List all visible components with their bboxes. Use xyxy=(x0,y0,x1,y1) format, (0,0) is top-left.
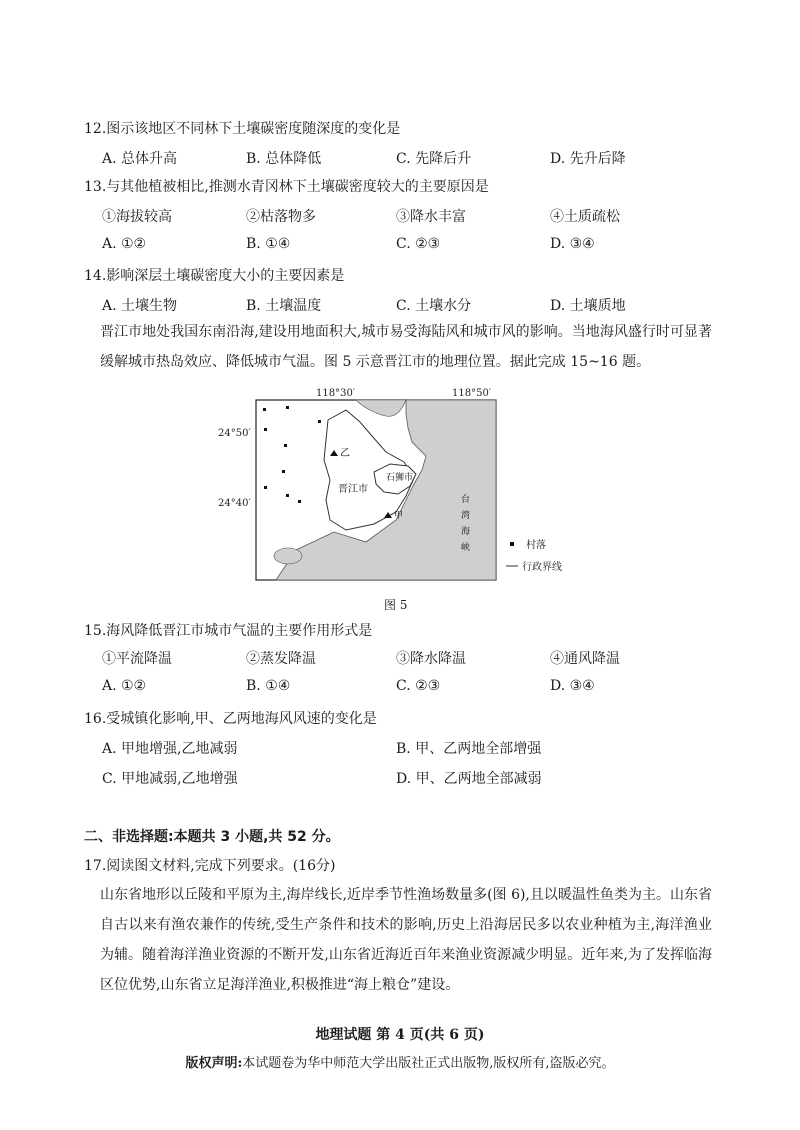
strait-char-1: 台 xyxy=(461,495,471,505)
place-jia-label: 甲 xyxy=(394,511,404,521)
q13-option-c: C. ②③ xyxy=(396,236,441,252)
q15-option-d: D. ③④ xyxy=(550,678,595,694)
question-14-stem: 14.影响深层土壤碳密度大小的主要因素是 xyxy=(84,268,345,284)
strait-char-4: 峡 xyxy=(461,543,471,553)
lon-label-1: 118°30′ xyxy=(316,388,356,399)
q15-option-b: B. ①④ xyxy=(246,678,291,694)
q15-item-2: ②蒸发降温 xyxy=(246,651,316,667)
section-2-heading: 二、非选择题:本题共 3 小题,共 52 分。 xyxy=(84,829,340,845)
q13-item-4: ④土质疏松 xyxy=(550,209,620,225)
q14-option-b: B. 土壤温度 xyxy=(246,298,322,314)
q15-option-a: A. ①② xyxy=(102,678,147,694)
q12-option-d: D. 先升后降 xyxy=(550,151,626,167)
q12-option-a: A. 总体升高 xyxy=(102,151,178,167)
copyright-label: 版权声明: xyxy=(185,1056,243,1071)
q13-option-d: D. ③④ xyxy=(550,236,595,252)
q15-item-4: ④通风降温 xyxy=(550,651,620,667)
question-13-stem: 13.与其他植被相比,推测水青冈林下土壤碳密度较大的主要原因是 xyxy=(84,179,489,195)
map-figure-5 xyxy=(216,386,582,596)
intro-paragraph: 晋江市地处我国东南沿海,建设用地面积大,城市易受海陆风和城市风的影响。当地海风盛行时可显著缓解城市热岛效应、降低城市气温。图 5 示意晋江市的地理位置。据此完成 15~16 题。 xyxy=(100,324,712,370)
lat-label-1: 24°50′ xyxy=(218,428,251,439)
q16-option-c: C. 甲地减弱,乙地增强 xyxy=(102,771,238,787)
strait-char-2: 湾 xyxy=(461,511,471,521)
place-yi-label: 乙 xyxy=(340,448,350,459)
q16-option-a: A. 甲地增强,乙地减弱 xyxy=(102,741,238,757)
question-15-stem: 15.海风降低晋江市城市气温的主要作用形式是 xyxy=(84,623,373,639)
legend-village-symbol xyxy=(510,542,514,546)
shishi-label: 石狮市 xyxy=(386,473,414,483)
q13-item-3: ③降水丰富 xyxy=(396,209,466,225)
q13-option-b: B. ①④ xyxy=(246,236,291,252)
q14-option-d: D. 土壤质地 xyxy=(550,298,626,314)
figure-caption: 图 5 xyxy=(384,598,408,612)
q13-option-a: A. ①② xyxy=(102,236,147,252)
q16-option-b: B. 甲、乙两地全部增强 xyxy=(396,741,542,757)
strait-char-3: 海 xyxy=(461,527,471,537)
legend-village-label: 村落 xyxy=(526,540,546,551)
lat-label-2: 24°40′ xyxy=(218,498,251,509)
question-16-stem: 16.受城镇化影响,甲、乙两地海风风速的变化是 xyxy=(84,711,377,727)
island xyxy=(274,548,302,564)
q13-item-2: ②枯落物多 xyxy=(246,209,316,225)
q15-item-3: ③降水降温 xyxy=(396,651,466,667)
legend-boundary-label: 行政界线 xyxy=(522,562,562,573)
q16-option-d: D. 甲、乙两地全部减弱 xyxy=(396,771,542,787)
question-17-stem: 17.阅读图文材料,完成下列要求。(16分) xyxy=(84,858,336,874)
q14-option-a: A. 土壤生物 xyxy=(102,298,178,314)
copyright-text: 本试题卷为华中师范大学出版社正式出版物,版权所有,盗版必究。 xyxy=(242,1056,615,1071)
lon-label-2: 118°50′ xyxy=(452,388,492,399)
page-footer: 地理试题 第 4 页(共 6 页) xyxy=(315,1027,485,1043)
question-12-stem: 12.图示该地区不同林下土壤碳密度随深度的变化是 xyxy=(84,121,401,137)
jinjiang-label: 晋江市 xyxy=(338,484,368,495)
copyright-notice xyxy=(0,1052,800,1071)
q12-option-b: B. 总体降低 xyxy=(246,151,322,167)
q15-option-c: C. ②③ xyxy=(396,678,441,694)
q14-option-c: C. 土壤水分 xyxy=(396,298,472,314)
q12-option-c: C. 先降后升 xyxy=(396,151,472,167)
q15-item-1: ①平流降温 xyxy=(102,651,172,667)
q13-item-1: ①海拔较高 xyxy=(102,209,172,225)
question-17-paragraph: 山东省地形以丘陵和平原为主,海岸线长,近岸季节性渔场数量多(图 6),且以暖温性鱼类为主。山东省自古以来有渔农兼作的传统,受生产条件和技术的影响,历史上沿海居民多以农业种植为主,海洋渔业为辅。随着海洋渔业资源的不断开发,山东省近海近百年来渔业资源减少明显。近年来,为了发挥临海区位优势,山东省立足海洋渔业,积极推进“海上粮仓”建设。 xyxy=(100,887,712,993)
